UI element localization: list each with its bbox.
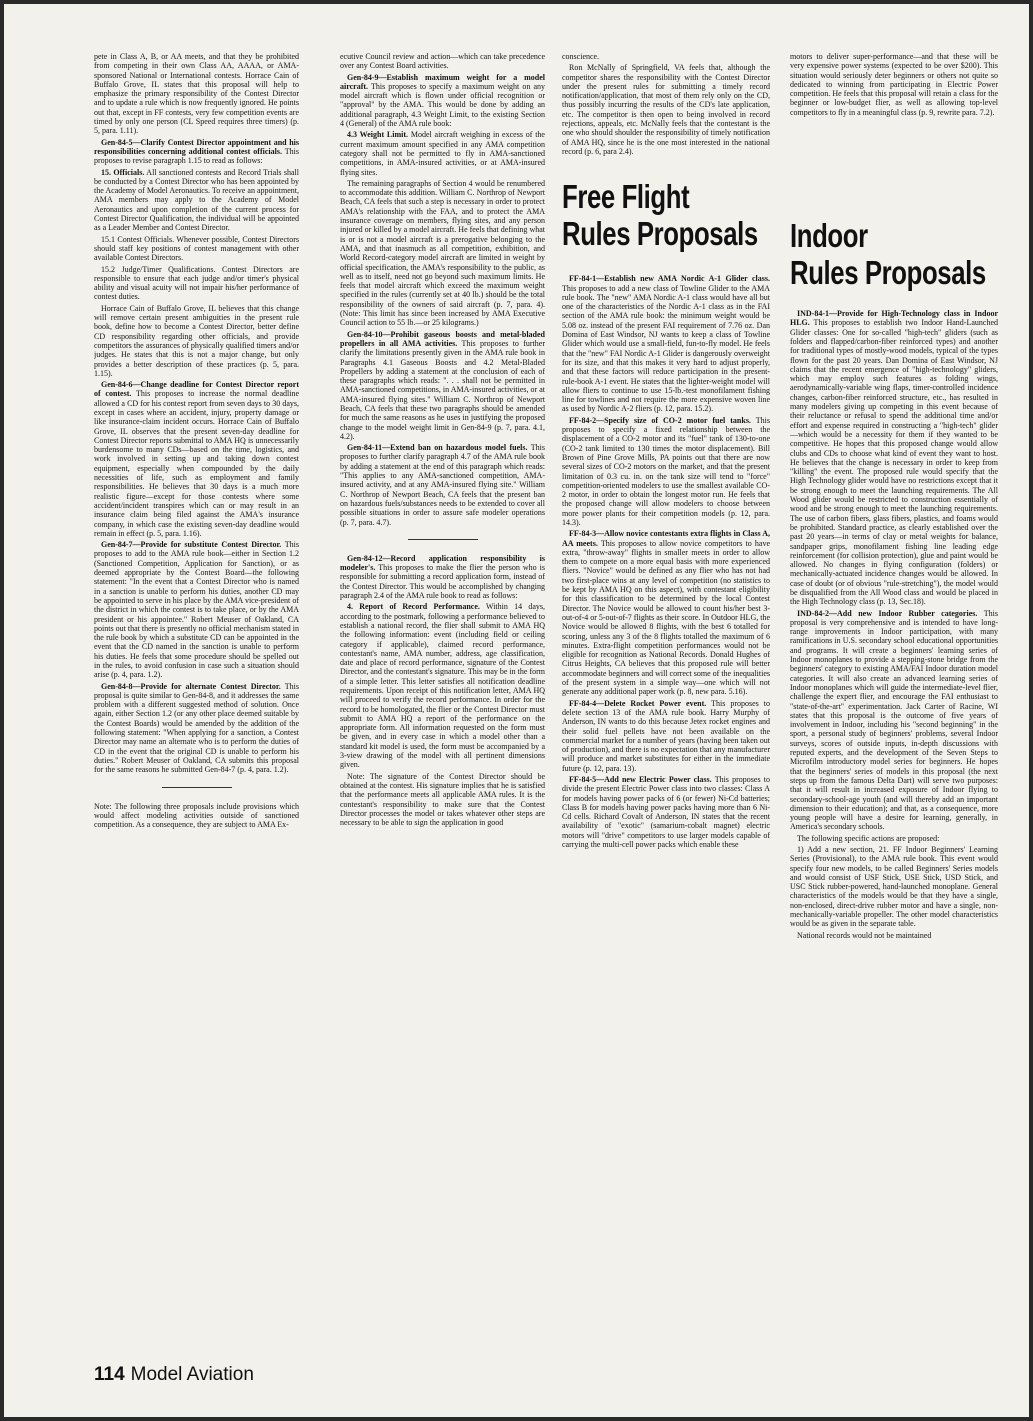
column-3 [562,52,770,1352]
paragraph-text: This proposal is quite similar to Gen-84-8, and it addresses the same problem with a different suggested method of solution. Once again, either Section 1.2 (or any other place deemed suitable by the Contest Boards) would be amended by the addition of the following statement: "When applying for a sanction, a Contest Director may name an alternate who is to perform the duties of CD in the event that the original CD is unable to perform his duties." Robert Meuser of Oakland, CA submits this proposal for the same reasons he submitted Gen-84-7 (p. 4, para. 1.2). [94,681,299,775]
paragraph-text: This proposes to allow novice competitors to have extra, "throw-away" flights in smaller meets in order to allow them to compete on a more equal basis with more experienced fliers. "Novice" would be defined as any flier who has not had two first-place wins at any level of competition (no statistics to be kept by AMA HQ on this aspect), with contestant eligibility for this classification to be determined by the local Contest Director. The Novice would be allowed to count his/her best 3-out-of-4 or 5-out-of-7 flights as their score. In Outdoor HLG, the Novice would be allowed 8 flights, with the best 6 totalled for scoring, unless any 3 of the 8 flights totalled the maximum of 6 minutes. Extra-flight competition performances would not be eligible for recognition as National Records. Donald Hughes of Citrus Heights, CA believes that this proposed rule will better accommodate beginners and will correct some of the inequalities of the present system in a simple way—one which will not generate any additional paper work (p. 8, new para. 5.16). [562,538,770,697]
proposal-heading: Gen-84-10—Prohibit gaseous boosts and metal-bladed propellers in all AMA activities. [340,329,545,348]
paragraph [94,265,299,302]
paragraph [340,73,545,129]
paragraph-text: This proposes to divide the present Electric Power class into two classes: Class A for models having power packs of 6 (or fewer) Ni-Cd batteries; Class B for models having power packs having more than 6 Ni-Cd cells. Richard Covalt of Anderson, IN states that the recent availability of "exotic" (samarium-cobalt magnet) electric motors will "drive" competitors to use larger models capable of carrying the multi-cell power packs which enable these [562,775,770,850]
proposal-heading: Gen-84-11—Extend ban on hazardous model fuels. [347,443,528,453]
paragraph-text: All sanctioned contests and Record Trials shall be conducted by a Contest Director who has been appointed by the Academy of Model Aeronautics. To receive an appointment, AMA members may apply to the Academy of Model Aeronautics and upon completion of the current process for Contest Director Qualification, the individual will be appointed as a Leader Member and Contest Director. [94,167,299,233]
paragraph-text: This proposes to specify a fixed relationship between the displacement of a CO-2 motor and its "fuel" tank of 130-to-one (CO-2 tank limited to 130 times the motor displacement). Bill Brown of Pine Grove Mills, PA points out that there are now several sizes of CO-2 motors on the market, and that the present limitation of 0.3 cu. in. on the tank size will tend to "force" competition-oriented modelers to use the smallest available CO-2 motor, in order to obtain the longest motor run. He feels that the proposed change will allow modelers to choose between more power plants for their competition models (p. 12, para. 14.3). [562,415,770,527]
proposal-heading: Gen-84-12—Record application responsibility is modeler's. [340,553,545,573]
magazine-name: Model Aviation [130,1364,254,1385]
paragraph-text: This proposes to increase the normal deadline allowed a CD for his contest report from seven days to 30 days, except in cases where an accident, injury, property damage or like insurance-claim incident occurs. Horrace Cain of Buffalo Grove, IL observes that the present seven-day deadline for Contest Director reports submittal to AMA HQ is unnecessarily burdensome to many CDs—based on the time, logistics, and work involved in setting up and taking down contest equipment, especially when compounded by the daily necessities of life, such as employment and family responsibilities. He believes that 30 days is a much more realistic figure—except for those contests where some accident/incident transpires which can or may result in an insurance claim being filed against the AMA's insurance company, in which case the existing seven-day deadline would remain in effect (p. 5, para. 1.16). [94,389,299,538]
paragraph [94,168,299,233]
paragraph [790,834,998,843]
paragraph-text: The following specific actions are proposed: [797,833,940,843]
paragraph [94,52,299,136]
paragraph [790,845,998,929]
paragraph [340,179,545,328]
page-footer [94,1364,254,1386]
paragraph-text: conscience. [562,52,600,61]
paragraph-text: Horrace Cain of Buffalo Grove, IL believes that this change will remove certain present ambiguities in the present rule book, define how to become a Contest Director, better define CD responsibility regarding other officials, and provide competitors the assurances of physically qualified timers and/or judges. He states that this is not a major change, but only provides a better description of these practices (p. 5, para. 1.15). [94,303,299,378]
proposal-heading: FF-84-2—Specify size of CO-2 motor fuel tanks. [569,415,751,425]
paragraph-text: This proposes to make the flier the person who is responsible for submitting a record application form, instead of the Contest Director. This would be accomplished by changing paragraph 2.4 of the AMA rule book to read as follows: [340,563,545,601]
paragraph-text: motors to deliver super-performance—and that these will be very expensive power systems (expected to be over $200). This situation would seriously deter beginners or others not quite so dedicated to winning from participating in Electric Power competition. He feels that this proposal will retain a class for the beginner or low-budget flier, as well as allowing top-level competitors to fly in a meaningful class (p. 9, rewrite para. 7.2). [790,52,998,117]
paragraph [562,52,770,61]
paragraph [94,540,299,679]
page-number: 114 [94,1364,125,1385]
proposal-heading: FF-84-5—Add new Electric Power class. [569,775,712,784]
column-2 [340,52,545,1352]
paragraph [94,304,299,378]
section-title: Indoor Rules Proposals [790,217,986,292]
paragraph [94,682,299,775]
paragraph-text: Note: The following three proposals include provisions which would affect modeling activities outside of sanctioned competition. As a consequence, they are subject to AMA Ex- [94,801,299,830]
paragraph [94,138,299,166]
paragraph-text: ecutive Council review and action—which can take precedence over any Contest Board activities. [340,52,545,71]
paragraph [340,443,545,527]
column-1 [94,52,299,1342]
paragraph [790,309,998,607]
section-divider [162,787,232,788]
paragraph [562,416,770,528]
paragraph [562,63,770,156]
paragraph [790,931,998,940]
paragraph-text: This proposes to further clarify the limitations presently given in the AMA rule book in Paragraphs 4.1 Gaseous Boosts and 4.2 Metal-Bladed Propellers by adding a statement at the conclusion of each of these paragraphs which reads: ". . . shall not be permitted in AMA-sanctioned competitions, in AMA-insured activities, or at AMA-insured flying sites." William C. Northrop of Newport Beach, CA feels that these two paragraphs should be amended for much the same reasons as he uses in justifying the proposed change to the model weight limit in Gen-84-9 (p. 7, para. 4.1, 4.2). [340,338,545,441]
paragraph-text: This proposes to delete section 13 of the AMA rule book. Harry Murphy of Anderson, IN wants to do this because Jetex rocket engines and their solid fuel pellets have not been available on the commercial market for a number of years (having been taken out of production), and there is no expectation that any manufacturer will produce and market substitutes for either in the immediate future (p. 12, para. 13). [562,698,770,773]
proposal-heading: FF-84-3—Allow novice contestants extra flights in Class A, AA meets. [562,529,770,548]
paragraph-text: This proposal is very comprehensive and is intended to have long-range improvements in Indoor participation, with many ramifications in U.S. secondary school educational opportunities and programs. It will create a beginners' learning series of Indoor monoplanes to provide a stepping-stone bridge from the beginners' category to existing AMA/FAI Indoor duration model categories. It will also create an advanced learning series of Indoor monoplanes which will guide the intermediate-level flier, challenge the expert flier, and encourage the FAI enthusiast to "state-of-the-art" experimentation. Jack Carter of Racine, WI states that this proposal is the outcome of five years of involvement in Indoor, including his "second beginning" in the sport, a personal study of beginners' problems, several Indoor surveys, scores of outside inputs, in-depth discussions with reputed experts, and the development of the Seven Steps to Microfilm introductory model series for beginners. He hopes that the beginners' series of models in this proposal (the next steps up from the famous Delta Dart) will serve two purposes: that it will result in increased exposure of Indoor flying to secondary-school-age youth (and will thereby add an important dimension to their education); and that, as a consequence, more young people will have a desire for learning, generally, in America's secondary schools. [790,608,998,832]
paragraph [562,529,770,696]
proposal-heading: 4. Report of Record Performance. [347,602,480,612]
section-title: Free Flight Rules Proposals [562,178,758,253]
paragraph [340,772,545,828]
proposal-heading: IND-84-1—Provide for High-Technology class in Indoor HLG. [790,309,998,328]
paragraph-text: This proposes to establish two Indoor Hand-Launched Glider classes: One for so-called "high-tech" gliders (such as folders and flapped/carbon-fiber reinforced types) and another for traditional types of mostly-wood models, typical of the types flown for the past 20 years. Dan Domina of East Windsor, NJ claims that the recent emergence of "high-technology" gliders, which may employ such features as folding wings, aerodynamically-variable wing flaps, timer-controlled incidence changes, carbon-fiber reinforced structure, etc., has resulted in many modelers giving up competing in this event because of their reluctance or refusal to spend the additional time and/or effort and expense required in constructing a "high-tech" glider—which would be a necessity for them if they wanted to be competitive. He hopes that this proposed change would allow clubs and CDs to choose what kind of event they want to host. He believes that the change is necessary in order to keep from "killing" the event. The proposed rule would specify that the High Technology glider would have no restrictions except that it be strong enough to meet the launching requirements. The All Wood glider would be restricted to construction essentially of wood and be strong enough to meet the launching requirements. The use of carbon fibers, glass fibers, plastics, and foams would be prohibited. Standard practice, as clearly established over the past 20 years—in terms of clay or metal weights for balance, sandpaper grips, monofilament fishing line leading edge reinforcement (for collision protection), glue and paint would be allowed. No changes in flying configuration (folders) or mechanically-actuated incidence changes would be allowed. In case of doubt (or of obvious "rule-stretching"), the model would be disqualified from the All Wood class and would be placed in the High Technology class (p. 13, Sec.18). [790,318,998,607]
magazine-page [4,4,1029,1417]
paragraph-text: Model aircraft weighing in excess of the current maximum amount specified in any AMA competition category shall not be permitted to fly in AMA-sanctioned competitions, in AMA-insured activities, or at AMA-insured flying sites. [340,130,545,177]
paragraph [562,699,770,773]
paragraph [94,802,299,830]
paragraph [790,609,998,832]
proposal-heading: FF-84-4—Delete Rocket Power event. [569,698,707,708]
paragraph [340,330,545,442]
proposal-heading: Gen-84-9—Establish maximum weight for a model aircraft. [340,72,545,91]
paragraph [94,380,299,538]
paragraph-text: This proposes to specify a maximum weight on any model aircraft which is flown under official recognition or "approval" by the AMA. This would be done by adding an additional paragraph, 4.3 Weight Limit, to the existing Section 4 (General) of the AMA rule book: [340,81,545,129]
paragraph-text: Within 14 days, according to the postmark, following a performance believed to establish a national record, the flier shall submit to AMA HQ the following information: event (including field or ceiling category if applicable), claimed record performance, contestant's name, AMA number, address, age classification, date and place of record performance, signature of the Contest Director, and the contestant's signature. This may be in the form of a simple letter. This letter satisfies all notification deadline requirements. Upon receipt of this notification letter, AMA HQ will proceed to verify the record performance. In order for the record to be homologated, the flier or the Contest Director must submit to AMA HQ a report of the performance on the appropriate form. All information requested on the form must be given, and in every case in which a model other than a standard kit model is used, the form must be accompanied by a 3-view drawing of the model with all pertinent dimensions given. [340,602,545,770]
proposal-heading: 4.3 Weight Limit. [347,130,409,140]
proposal-heading: FF-84-1—Establish new AMA Nordic A-1 Glider class. [569,274,770,284]
paragraph-text: This proposes to revise paragraph 1.15 to read as follows: [94,146,299,166]
paragraph-text: The remaining paragraphs of Section 4 would be renumbered to accommodate this addition. William C. Northrop of Newport Beach, CA feels that such a step is necessary in order to protect AMA's relationship with the FAA, and to protect the AMA insurance coverage on members, flying sites, and any person injured or killed by a model aircraft. He feels that defining what is or is not a model aircraft is a prerogative belonging to the AMA, and that inasmuch as all competition, exhibition, and World Record-category model aircraft are limited in weight by official specification, the AMA's responsibility to the public, as well as to itself, need not go beyond such maximum limits. He feels that model aircraft which exceed the maximum weight specified in the rules (currently set at 40 lb.) should be the total responsibility of the owners of said aircraft (p. 7, para. 4). (Note: This limit has since been increased by AMA Executive Council action to 55 lb.—or 25 kilograms.) [340,178,545,328]
paragraph [340,602,545,769]
paragraph-text: 15.1 Contest Officials. Whenever possible, Contest Directors should staff key positions of contest management with other available Contest Directors. [94,234,299,263]
paragraph [340,554,545,600]
paragraph-text: National records would not be maintained [797,930,932,940]
proposal-heading: Gen-84-6—Change deadline for Contest Director report of contest. [94,380,299,399]
paragraph-text: This proposes to add to the AMA rule book—either in Section 1.2 (Sanctioned Competition, Application for Sanction), or as deemed appropriate by the Contest Board—the following statement: "In the event that a Contest Director who is named in a sanction is unable to perform his duties, another CD may be appointed to serve in his place by the AMA vice-president of the district in which the contest is to take place, or by the AMA president or his appointee." Robert Meuser of Oakland, CA points out that there is presently no official mechanism stated in the rule book by which a substitute CD can be appointed in the event that the CD named in the sanction is unable to perform his duties. He feels that some procedure should be spelled out in the rules, to avoid confusion in case such a situation should arise (p. 4, para. 1.2). [94,540,299,680]
paragraph-text: This proposes to add a new class of Towline Glider to the AMA rule book. The "new" AMA Nordic A-1 class would have all but one of the characteristics of the Nordic A-1 class as in the FAI section of the AMA rule book: the minimum weight would be 5.08 oz. instead of the present FAI requirement of 7.76 oz. Dan Domina of East Windsor, NJ wants to keep a class of Towline Glider which would use a small-field, fun-to-fly model. He feels that the "new" FAI Nordic A-1 Glider is dangerously overweight for its size, and that this makes it very hard to adjust properly, and that these factors will reduce participation in the present-rule-book A-1 event. He states that the lighter-weight model will allow fliers to continue to use 15-lb.-test monofilament fishing line for towlines and not require the more expensive woven line as used by Nordic A-2 fliers (p. 12, para. 15.2). [562,283,770,414]
proposal-heading: Gen-84-7—Provide for substitute Contest Director. [101,540,282,550]
paragraph-text: Note: The signature of the Contest Director should be obtained at the contest. His signature implies that he is satisfied that the performance meets all applicable AMA rules. It is the contestant's responsibility to make sure that the Contest Director processes the model or takes whatever other steps are necessary to be able to sign the application in good [340,771,545,828]
paragraph-text: 15.2 Judge/Timer Qualifications. Contest Directors are responsible to ensure that each judge and/or timer's physical ability and visual acuity will not impair his/her performance of contest duties. [94,264,299,302]
paragraph [562,775,770,849]
paragraph [340,130,545,176]
proposal-heading: Gen-84-8—Provide for alternate Contest Director. [101,681,281,691]
proposal-heading: Gen-84-5—Clarify Contest Director appointment and his responsibilities concerning additional contest officials. [94,137,299,156]
paragraph-text: Ron McNally of Springfield, VA feels that, although the competitor shares the responsibility with the Contest Director under the present rules for submitting a timely record notification/application, that most of them rely only on the CD, thus possibly incurring the results of the CD's late application, etc. The competitor is then open to being involved in record rejections, appeals, etc. McNally feels that the contestant is the one who should shoulder the responsibility of timely notification of AMA HQ, since he is the one most interested in the national record (p. 6, para 2.4). [562,63,770,156]
section-divider [408,539,478,540]
paragraph [790,52,998,117]
paragraph [94,235,299,263]
paragraph [562,274,770,413]
proposal-heading: 15. Officials. [101,167,145,177]
paragraph-text: This proposes to further clarify paragraph 4.7 of the AMA rule book by adding a statement at the end of this paragraph which reads: "This applies to any AMA-sanctioned competition, AMA-insured activity, and at any AMA-insured flying site." William C. Northrop of Newport Beach, CA feels that the present ban on hazardous fuels/substances needs to be extended to cover all possible situations in order to assure safe modeler operations (p. 7, para. 4.7). [340,443,545,527]
column-4 [790,52,998,1352]
paragraph-text: 1) Add a new section, 21. FF Indoor Beginners' Learning Series (Provisional), to the AMA rule book. This event would specify four new models, to be called Beginners' Series models and would consist of USF Stick, USE Stick, USD Stick, and USC Stick rubber-powered, hand-launched monoplane. General characteristics of the models would be that they have a single, non-enclosed, direct-drive rubber motor and have a single, non-mechanically-variable propeller. The other model characteristics would be as given in the separate table. [790,845,998,929]
paragraph [340,52,545,71]
proposal-heading: IND-84-2—Add new Indoor Rubber categories. [797,608,978,618]
paragraph-text: pete in Class A, B, or AA meets, and that they be prohibited from competing in their own Class AA, AAAA, or AMA-sponsored National or International contests. Horrace Cain of Buffalo Grove, IL states that this proposal will help to emphasize the primary responsibility of the Contest Director and to update a rule which is now frequently ignored. He points out that, except in FF contests, very few competition events are timed by only one person (CL Speed requires three timers) (p. 5, para. 1.11). [94,52,299,136]
